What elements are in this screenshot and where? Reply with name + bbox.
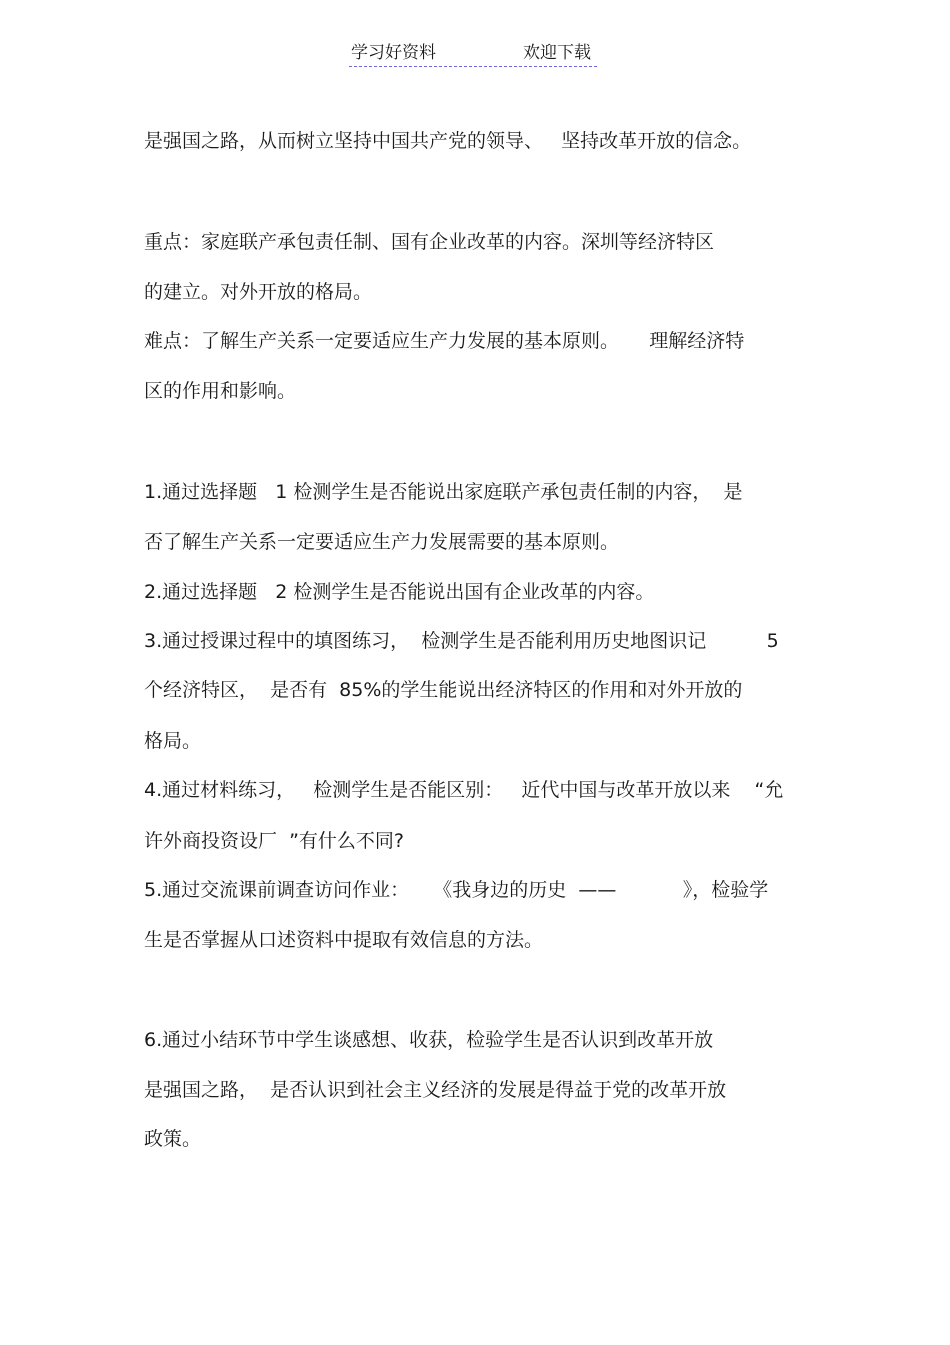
page-header [349, 42, 597, 67]
body-line: 1.通过选择题 1 检测学生是否能说出家庭联产承包责任制的内容， 是 [144, 481, 743, 503]
header-right-text: 欢迎下载 [523, 43, 591, 63]
body-line: 4.通过材料练习， 检测学生是否能区别： 近代中国与改革开放以来 “允 [144, 779, 784, 801]
header-left-text: 学习好资料 [351, 43, 436, 63]
body-line: 个经济特区， 是否有 85%的学生能说出经济特区的作用和对外开放的 [144, 679, 743, 701]
body-line: 是强国之路， 是否认识到社会主义经济的发展是得益于党的改革开放 [144, 1079, 727, 1101]
body-line: 是强国之路，从而树立坚持中国共产党的领导、 坚持改革开放的信念。 [144, 130, 752, 152]
body-line: 许外商投资设厂 ”有什么不同? [144, 830, 405, 852]
body-line: 否了解生产关系一定要适应生产力发展需要的基本原则。 [144, 531, 620, 553]
body-line: 区的作用和影响。 [144, 380, 297, 402]
body-line: 3.通过授课过程中的填图练习， 检测学生是否能利用历史地图识记 5 [144, 630, 779, 652]
body-line: 政策。 [144, 1128, 202, 1150]
body-line: 难点：了解生产关系一定要适应生产力发展的基本原则。 理解经济特 [144, 330, 745, 352]
body-line: 6.通过小结环节中学生谈感想、收获，检验学生是否认识到改革开放 [144, 1029, 714, 1051]
body-line: 格局。 [144, 730, 202, 752]
body-line: 5.通过交流课前调查访问作业： 《我身边的历史 —— 》，检验学 [144, 879, 769, 901]
body-line: 2.通过选择题 2 检测学生是否能说出国有企业改革的内容。 [144, 581, 655, 603]
body-line: 的建立。对外开放的格局。 [144, 281, 373, 303]
body-line: 生是否掌握从口述资料中提取有效信息的方法。 [144, 929, 544, 951]
body-line: 重点：家庭联产承包责任制、国有企业改革的内容。深圳等经济特区 [144, 231, 715, 253]
